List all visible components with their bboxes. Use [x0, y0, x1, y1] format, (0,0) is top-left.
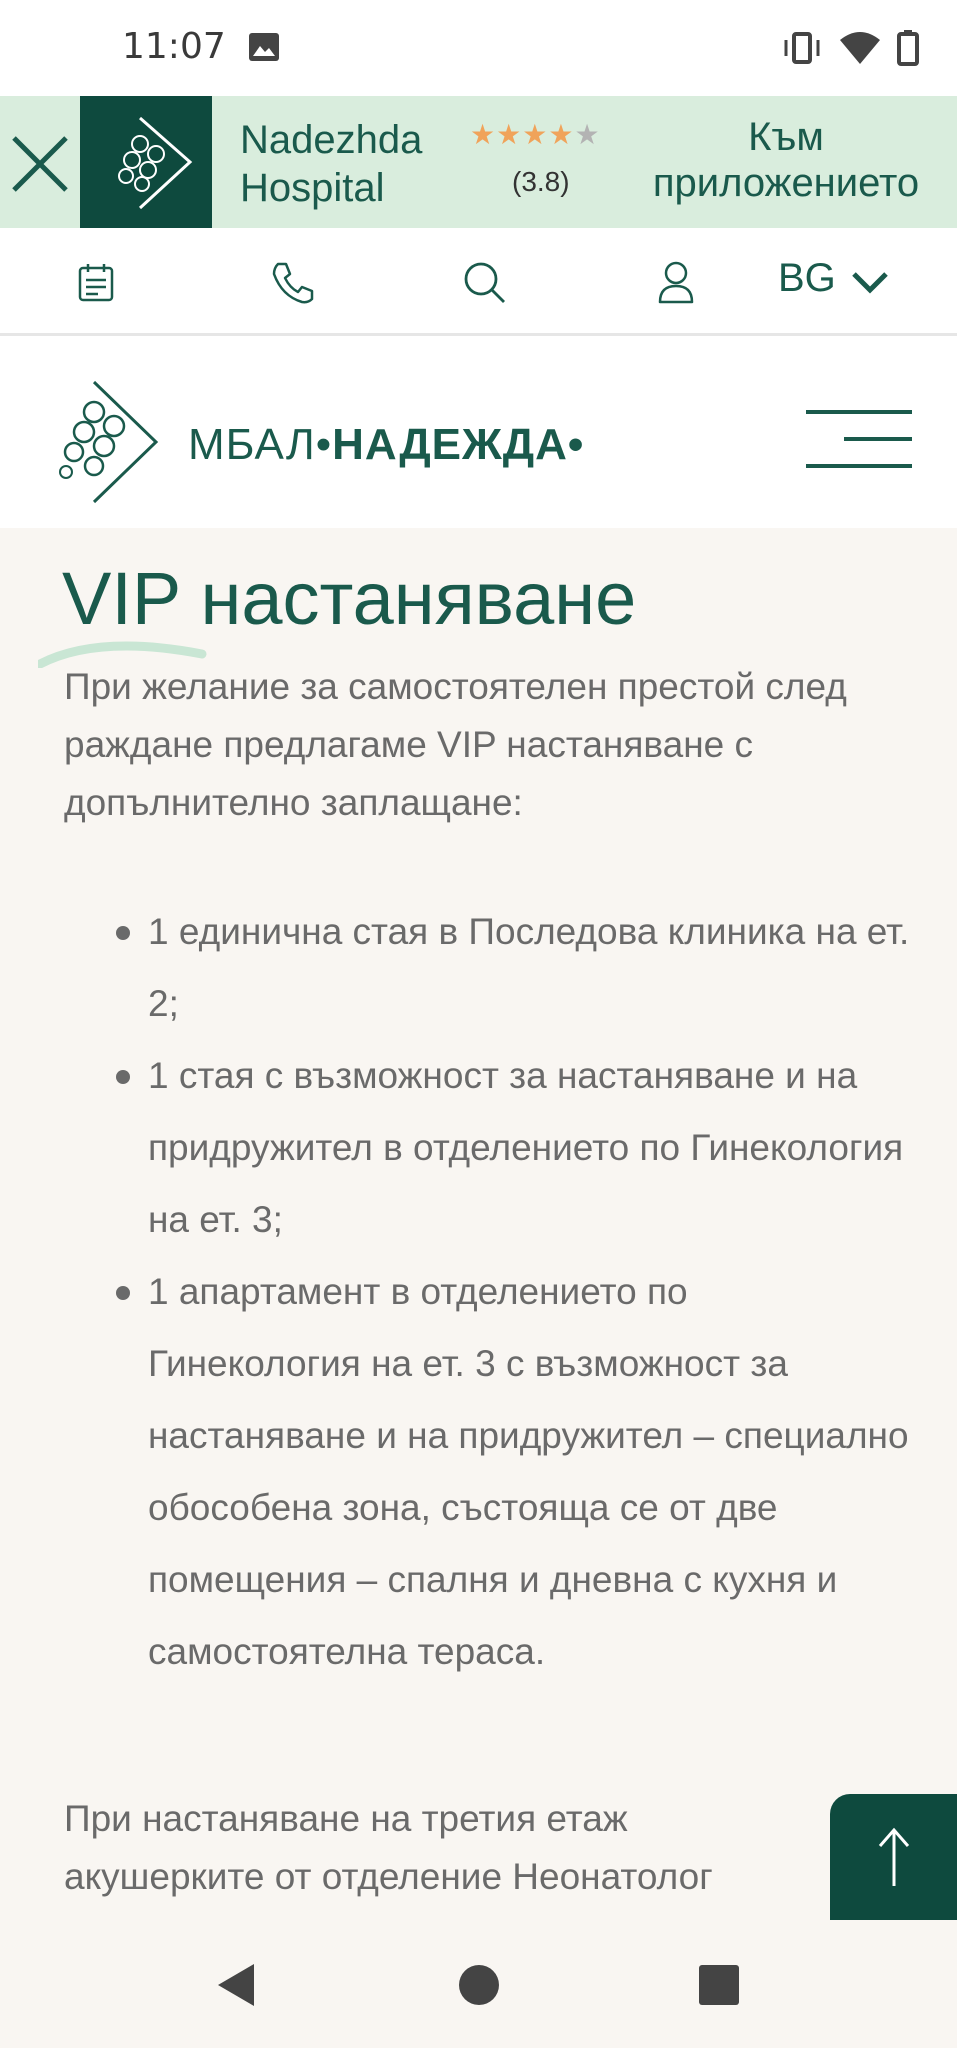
system-navigation-bar — [0, 1920, 957, 2048]
wifi-icon — [838, 30, 882, 66]
page-title: VIP настаняване — [62, 557, 637, 640]
status-bar — [0, 0, 957, 96]
arrow-up-icon — [830, 1794, 957, 1920]
app-name-line2: Hospital — [240, 166, 385, 210]
app-name-line1: Nadezhda — [240, 118, 423, 162]
vip-options-list — [110, 896, 910, 1688]
intro-paragraph: При желание за самостоятелен престой след раждане предлагаме VIP настаняване с допълнително заплащане: — [64, 666, 847, 823]
star-icon: ★ — [522, 118, 549, 151]
search-icon[interactable] — [460, 258, 508, 306]
battery-icon — [896, 30, 920, 66]
language-selector[interactable]: BG — [778, 256, 836, 300]
list-item: 1 апартамент в отделението по Гинекология на ет. 3 с възможност за настаняване и на придружител – специално обособена зона, състояща се от две помещения – спалня и дневна с кухня и самостоятелна тераса. — [110, 1256, 910, 1688]
star-icon: ★ — [548, 118, 575, 151]
second-paragraph-line1: При настаняване на третия етаж — [64, 1798, 628, 1839]
second-paragraph — [64, 1790, 944, 1906]
chevron-down-icon[interactable] — [850, 266, 890, 298]
cta-line1: Към — [748, 115, 824, 159]
hamburger-menu-icon[interactable] — [804, 408, 914, 470]
list-item: 1 стая с възможност за настаняване и на придружител в отделението по Гинекология на ет. 3; — [110, 1040, 910, 1256]
utility-bar — [0, 228, 957, 336]
vibrate-icon — [782, 30, 822, 66]
status-time: 11:07 — [122, 26, 226, 67]
brand-bold: НАДЕЖДА — [332, 420, 568, 469]
open-app-button[interactable] — [636, 114, 936, 206]
brand-light: МБАЛ — [188, 420, 316, 469]
star-empty-icon: ★ — [574, 118, 601, 151]
scroll-to-top-button[interactable] — [830, 1794, 957, 1920]
home-icon[interactable] — [454, 1960, 504, 2010]
phone-icon[interactable] — [268, 258, 316, 306]
list-item: 1 единична стая в Последова клиника на ет. 2; — [110, 896, 910, 1040]
rating-stars — [470, 118, 601, 151]
second-paragraph-line2: акушерките от отделение Неонатолог — [64, 1856, 713, 1897]
main-content — [0, 528, 957, 1920]
star-icon: ★ — [496, 118, 523, 151]
site-header — [0, 338, 957, 528]
hospital-logo-icon[interactable] — [44, 378, 164, 506]
close-icon[interactable] — [8, 130, 72, 194]
calendar-icon[interactable] — [72, 258, 120, 306]
cta-line2: приложението — [652, 161, 920, 205]
brand-name[interactable]: МБАЛ•НАДЕЖДА• — [188, 420, 585, 469]
recents-icon[interactable] — [694, 1960, 744, 2010]
app-name — [240, 116, 422, 212]
app-logo — [80, 96, 212, 228]
rating-value: (3.8) — [512, 166, 570, 197]
back-icon[interactable] — [212, 1960, 262, 2010]
star-icon: ★ — [470, 118, 497, 151]
user-icon[interactable] — [652, 258, 700, 306]
app-install-banner — [0, 96, 957, 228]
image-notification-icon — [248, 32, 280, 62]
